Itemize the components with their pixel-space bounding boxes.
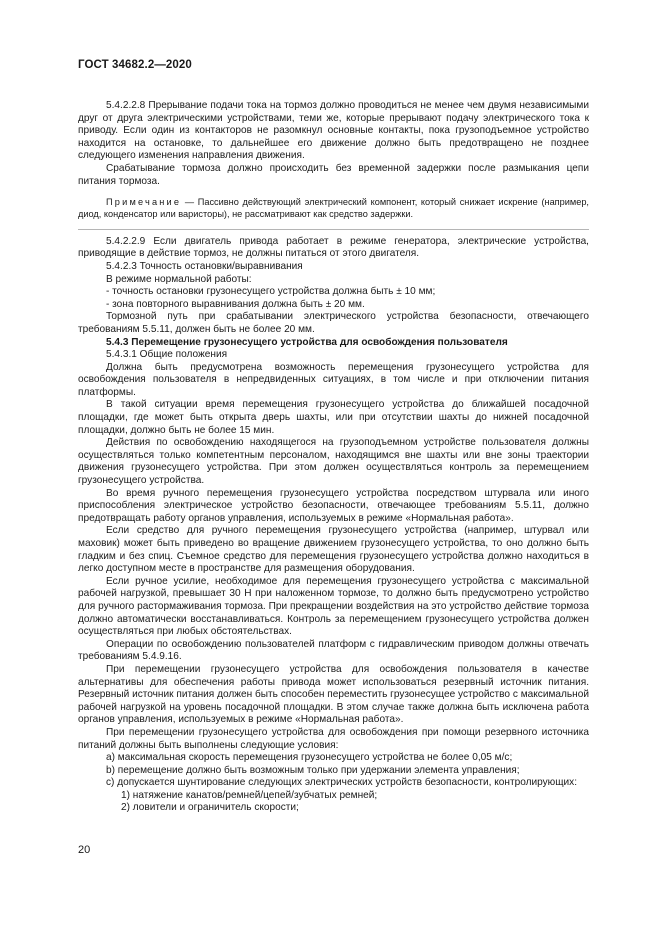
paragraph: Срабатывание тормоза должно происходить без временной задержки после размыкания цепи питания тормоза. [78, 162, 589, 187]
note [78, 197, 589, 221]
paragraph: Тормозной путь при срабатывании электрического устройства безопасности, отвечающего требованиям 5.5.11, должен быть не более 20 мм. [78, 311, 589, 335]
paragraph: В режиме нормальной работы: [106, 273, 252, 285]
subsection-heading: 5.4.2.3 Точность остановки/выравнивания [106, 260, 303, 272]
paragraph: В такой ситуации время перемещения грузонесущего устройства до ближайшей посадочной площадки, где может быть открыта дверь шахты, или при отсутствии шахты до нижней посадочной площадки, должно быть не более 15 мин. [78, 399, 589, 436]
section-heading: 5.4.3 Перемещение грузонесущего устройства для освобождения пользователя [106, 336, 508, 348]
paragraph: При перемещении грузонесущего устройства для освобождения при помощи резервного источника питаний должны быть выполнены следующие условия: [78, 726, 589, 751]
paragraph: Операции по освобождению пользователей платформ с гидравлическим приводом должны отвечать требованиям 5.4.9.16. [78, 638, 589, 663]
paragraph: 5.4.2.2.8 Прерывание подачи тока на тормоз должно проводиться не менее чем двумя независимыми друг от друга электрическими устройствами, теми же, которые прерывают подачу электрического тока к приводу. Если один из контакторов не разомкнул основные контакты, пока грузоподъемное устройство находится на остановке, то дальнейшее его движение должно быть предотвращено не позднее следующего изменения направления движения. [78, 100, 589, 162]
paragraph: Действия по освобождению находящегося на грузоподъемном устройстве пользователя должны осуществляться только компетентным персоналом, находящимся вне шахты или вне зоны траектории движения грузонесущего устройства. При этом должен осуществляться контроль за перемещением грузонесущего устройства. [78, 437, 589, 487]
separator-line [78, 229, 589, 230]
page-number: 20 [78, 844, 91, 856]
paragraph: Должна быть предусмотрена возможность перемещения грузонесущего устройства для освобождения пользователя в непредвиденных ситуациях, в том числе и при отключении питания платформы. [78, 361, 589, 398]
list-item: - зона повторного выравнивания должна быть ± 20 мм. [106, 298, 365, 310]
sub-item: 1) натяжение канатов/ремней/цепей/зубчатых ремней; [121, 789, 378, 801]
note-label: Примечание [106, 197, 182, 208]
condition-item: b) перемещение должно быть возможным только при удержании элемента управления; [106, 764, 520, 776]
sub-item: 2) ловители и ограничитель скорости; [121, 802, 299, 814]
paragraph: При перемещении грузонесущего устройства для освобождения пользователя в качестве альтернативы для обеспечения работы привода может использоваться резервный источник питания. Резервный источник питания должен быть способен переместить грузонесущее устройство с максимальной рабочей нагрузкой на уровень посадочной площадки. В этом случае также должна быть исключена работа органов управления, используемых в режиме «Нормальная работа». [78, 663, 589, 726]
paragraph: 5.4.2.2.9 Если двигатель привода работает в режиме генератора, электрические устройства, приводящие в действие тормоз, не должны питаться от этого двигателя. [78, 235, 589, 260]
condition-item: a) максимальная скорость перемещения грузонесущего устройства не более 0,05 м/с; [106, 752, 513, 764]
note-text: — Пассивно действующий электрический компонент, который снижает искрение (например, диод, конденсатор или варисторы), не рассматривают как средство задержки. [78, 197, 589, 219]
list-item: - точность остановки грузонесущего устройства должна быть ± 10 мм; [106, 286, 436, 298]
subsection-heading: 5.4.3.1 Общие положения [106, 349, 228, 361]
paragraph: Если ручное усилие, необходимое для перемещения грузонесущего устройства с максимальной рабочей нагрузкой, превышает 30 Н при наложенном тормозе, то должно быть предусмотрено устройство для ручного растормаживания тормоза. При прекращении воздействия на это устройство действие тормоза должно автоматически восстанавливаться. Контроль за перемещением грузонесущего устройства должен осуществляться при любых обстоятельствах. [78, 575, 589, 638]
paragraph: Во время ручного перемещения грузонесущего устройства посредством штурвала или иного приспособления электрическое устройство безопасности, отвечающее требованиям 5.5.11, должно предотвращать работу органов управления, используемых в режиме «Нормальная работа». [78, 487, 589, 524]
page-content [78, 100, 589, 815]
paragraph: Если средство для ручного перемещения грузонесущего устройства (например, штурвал или маховик) может быть приведено во вращение движением грузонесущего устройства, то оно должно быть гладким и без спиц. Съемное средство для перемещения грузонесущего устройства должно находиться в легко доступном месте в пространстве для размещения оборудования. [78, 525, 589, 575]
document-header: ГОСТ 34682.2—2020 [78, 59, 192, 71]
condition-item: c) допускается шунтирование следующих электрических устройств безопасности, контролирующих: [106, 777, 578, 789]
